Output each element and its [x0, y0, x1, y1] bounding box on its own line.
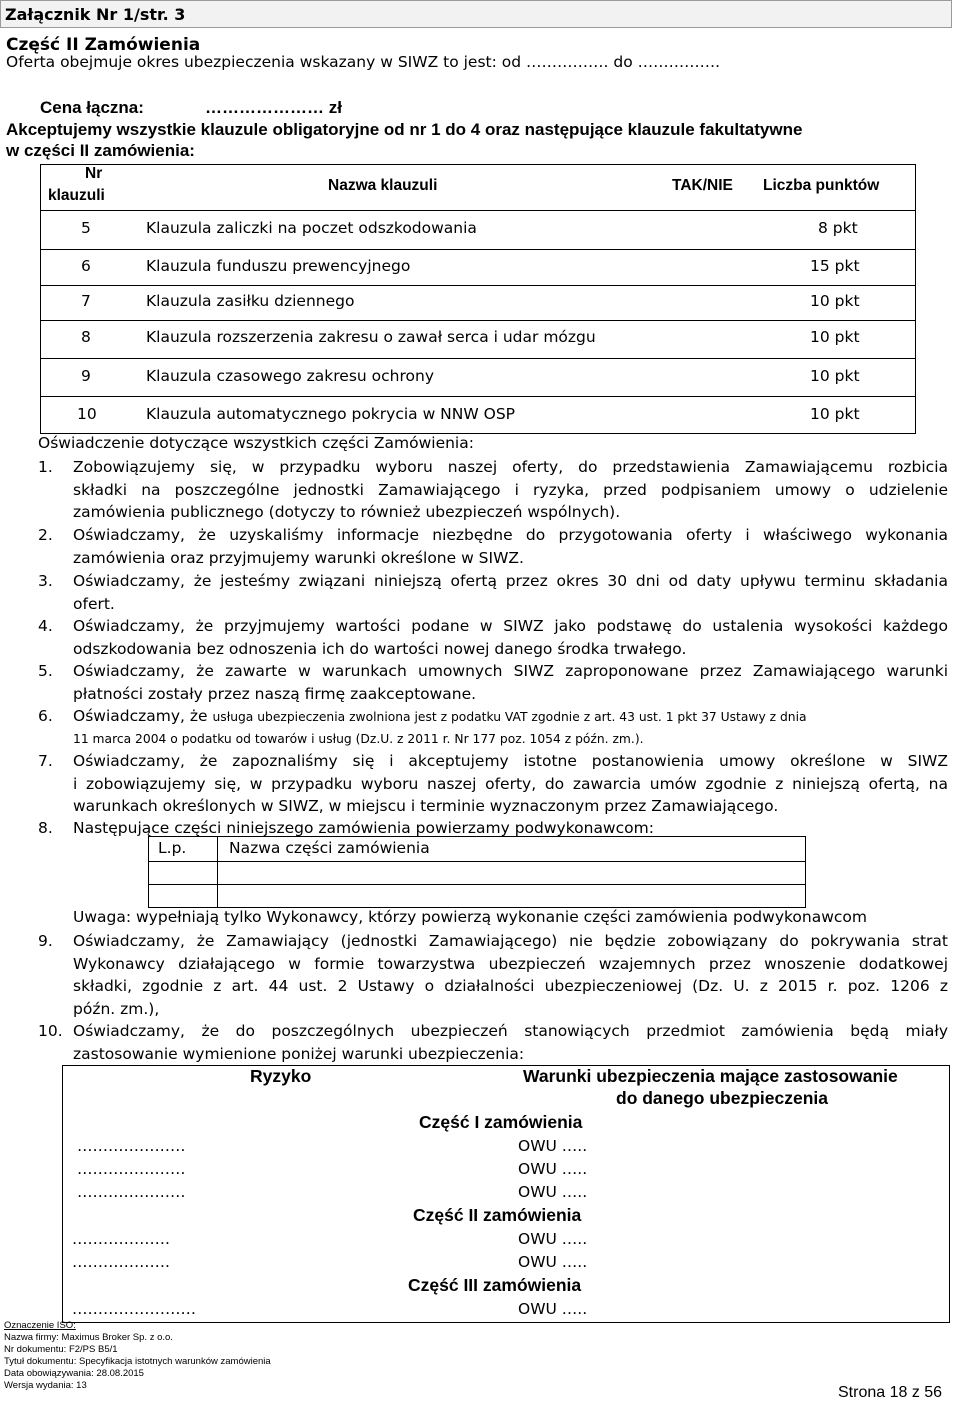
- attachment-title: Załącznik Nr 1/str. 3: [5, 5, 186, 24]
- clause-nr: 10: [77, 405, 97, 423]
- clause-nr: 7: [81, 292, 91, 310]
- item-line: Oświadczamy, że do poszczególnych ubezpieczeń stanowiących przedmiot zamówienia będą miały: [73, 1022, 948, 1040]
- item-line: Oświadczamy, że uzyskaliśmy informacje niezbędne do przygotowania oferty i właściwego wykonania: [73, 526, 948, 544]
- price-value: ………………… zł: [205, 98, 342, 117]
- subcontractor-lp-input[interactable]: [149, 885, 217, 908]
- clause-nr: 8: [81, 328, 91, 346]
- clause-points: 8 pkt: [818, 219, 858, 237]
- risk-cell: ……………….: [72, 1253, 170, 1271]
- table-rule: [41, 320, 915, 321]
- item-number: 8.: [38, 819, 53, 837]
- header-part-name: Nazwa części zamówienia: [229, 839, 430, 857]
- risk-cell: …………………: [77, 1160, 186, 1178]
- risk-cell: …………………: [77, 1137, 186, 1155]
- clause-name: Klauzula czasowego zakresu ochrony: [146, 367, 435, 385]
- item-small-text: 11 marca 2004 o podatku od towarów i usług (Dz.U. z 2011 r. Nr 177 poz. 1054 z późn. zm.).: [73, 731, 644, 746]
- header-clause-name: Nazwa klauzuli: [328, 177, 438, 194]
- attachment-header: [0, 0, 952, 28]
- item-line: Wykonawcy działającego w formie towarzystwa ubezpieczeń wzajemnych przez wnoszenie dodatkowej: [73, 954, 948, 973]
- owu-cell: OWU …..: [518, 1300, 588, 1318]
- statement-item-2: [38, 524, 948, 570]
- item-number: 10.: [38, 1022, 63, 1040]
- item-line: Oświadczamy, że zawarte w warunkach umownych SIWZ zaproponowane przez Zamawiającego warunki: [73, 662, 948, 680]
- statement-item-6: [38, 705, 948, 751]
- statements-title: Oświadczenie dotyczące wszystkich części Zamówienia:: [38, 434, 474, 452]
- item-number: 5.: [38, 662, 53, 680]
- accept-line-2: w części II zamówienia:: [6, 141, 195, 160]
- clause-name: Klauzula zaliczki na poczet odszkodowania: [146, 219, 477, 237]
- page-number: Strona 18 z 56: [838, 1384, 943, 1401]
- item-line: zamówienia oraz przyjmujemy warunki określone w SIWZ.: [73, 548, 524, 567]
- risk-cell: ……………………: [72, 1300, 196, 1318]
- item-line: składki na poszczególne jednostki Zamawiającego i ryzyka, przed podpisaniem umowy o udzielenie: [73, 480, 948, 499]
- subcontractor-table: [148, 836, 806, 908]
- owu-cell: OWU …..: [518, 1137, 588, 1155]
- item-number: 7.: [38, 752, 53, 770]
- table-rule: [41, 210, 915, 211]
- item-line: późn. zm.),: [73, 1000, 160, 1019]
- risk-conditions-table: [62, 1065, 950, 1323]
- statement-item-4: [38, 615, 948, 661]
- item-line: odszkodowania bez odnoszenia ich do wartości nowej danego środka trwałego.: [73, 639, 687, 658]
- item-line: Oświadczamy, że Zamawiający (jednostki Zamawiającego) nie będzie zobowiązany do pokrywania strat: [73, 932, 948, 950]
- item-lead: Oświadczamy, że: [73, 707, 208, 725]
- item-line: Oświadczamy, że jesteśmy związani niniejszą ofertą przez okres 30 dni od daty upływu terminu składania: [73, 572, 948, 590]
- item-line: zamówienia publicznego (dotyczy to również ubezpieczeń wspólnych).: [73, 503, 621, 522]
- clause-points: 10 pkt: [810, 367, 860, 385]
- header-points: Liczba punktów: [763, 177, 880, 194]
- statement-item-5: [38, 660, 948, 706]
- accept-line-1: Akceptujemy wszystkie klauzule obligatoryjne od nr 1 do 4 oraz następujące klauzule fakultatywne: [6, 120, 803, 139]
- item-line: płatności zostały przez naszą firmę zaakceptowane.: [73, 684, 477, 703]
- clause-nr: 6: [81, 257, 91, 275]
- item-line: ofert.: [73, 594, 115, 613]
- clause-points: 10 pkt: [810, 328, 860, 346]
- table-rule: [41, 285, 915, 286]
- clause-nr: 9: [81, 367, 91, 385]
- header-conditions: Warunki ubezpieczenia mające zastosowanie: [523, 1066, 898, 1086]
- item-line: warunkach określonych w SIWZ, w miejscu i terminie wyznaczonym przez Zamawiającego.: [73, 797, 779, 816]
- item-line: zastosowanie wymienione poniżej warunki ubezpieczenia:: [73, 1044, 525, 1063]
- owu-cell: OWU …..: [518, 1160, 588, 1178]
- item-number: 3.: [38, 572, 53, 590]
- item-number: 4.: [38, 617, 53, 635]
- item-line: Następujące części niniejszego zamówienia powierzamy podwykonawcom:: [73, 819, 654, 837]
- subcontractor-name-input[interactable]: [218, 885, 806, 908]
- statement-item-9: [38, 930, 948, 1022]
- header-lp: L.p.: [158, 839, 187, 857]
- header-nr: Nr: [85, 165, 103, 182]
- clause-name: Klauzula funduszu prewencyjnego: [146, 257, 411, 275]
- owu-cell: OWU …..: [518, 1230, 588, 1248]
- risk-cell: ……………….: [72, 1230, 170, 1248]
- statement-item-10: [38, 1020, 948, 1066]
- table-rule: [41, 358, 915, 359]
- clause-points: 15 pkt: [810, 257, 860, 275]
- item-number: 2.: [38, 526, 53, 544]
- offer-period: Oferta obejmuje okres ubezpieczenia wskazany w SIWZ to jest: od ……………. do …………….: [6, 53, 721, 71]
- statement-item-3: [38, 570, 948, 616]
- statement-item-1: [38, 456, 948, 526]
- item-line: [73, 705, 948, 729]
- footer-doc-title: Tytuł dokumentu: Specyfikacja istotnych warunków zamówienia: [4, 1356, 271, 1367]
- item-line: Oświadczamy, że zapoznaliśmy się i akceptujemy istotne postanowienia umowy określone w SIWZ: [73, 752, 948, 770]
- item-number: 6.: [38, 707, 53, 725]
- header-klauzuli: klauzuli: [48, 187, 105, 204]
- part-1-title: Część I zamówienia: [419, 1112, 583, 1132]
- item-number: 9.: [38, 932, 53, 950]
- section-title: Część II Zamówienia: [6, 35, 201, 55]
- price-label: Cena łączna:: [40, 98, 144, 117]
- statement-item-7: [38, 750, 948, 820]
- table-rule: [41, 249, 915, 250]
- footer-valid-date: Data obowiązywania: 28.08.2015: [4, 1368, 144, 1379]
- part-3-title: Część III zamówienia: [408, 1275, 582, 1295]
- clause-nr: 5: [81, 219, 91, 237]
- part-2-title: Część II zamówienia: [413, 1205, 582, 1225]
- clause-name: Klauzula rozszerzenia zakresu o zawał serca i udar mózgu: [146, 328, 596, 346]
- clause-name: Klauzula zasiłku dziennego: [146, 292, 355, 310]
- subcontractor-lp-input[interactable]: [149, 862, 217, 884]
- footer-doc-number: Nr dokumentu: F2/PS B5/1: [4, 1344, 118, 1355]
- footer-company: Nazwa firmy: Maximus Broker Sp. z o.o.: [4, 1332, 173, 1343]
- item-line: i zobowiązujemy się, w przypadku wyboru naszej oferty, do zawarcia umów zgodnie z niniejszą ofertą, na: [73, 774, 948, 793]
- footer-version: Wersja wydania: 13: [4, 1380, 87, 1391]
- footer-iso-label: Oznaczenie ISO:: [4, 1320, 76, 1331]
- header-taknie: TAK/NIE: [672, 177, 733, 194]
- subcontractor-name-input[interactable]: [218, 862, 806, 884]
- header-conditions: do danego ubezpieczenia: [616, 1088, 828, 1108]
- owu-cell: OWU …..: [518, 1253, 588, 1271]
- item-number: 1.: [38, 458, 53, 476]
- item-line: składki, zgodnie z art. 44 ust. 2 Ustawy o działalności ubezpieczeniowej (Dz. U. z 2015 r. poz. 1206 z: [73, 977, 948, 996]
- clause-name: Klauzula automatycznego pokrycia w NNW OSP: [146, 405, 516, 423]
- risk-cell: …………………: [77, 1183, 186, 1201]
- clause-points: 10 pkt: [810, 292, 860, 310]
- subcontractor-note: Uwaga: wypełniają tylko Wykonawcy, którzy powierzą wykonanie części zamówienia podwykonawcom: [73, 908, 867, 926]
- item-line: Zobowiązujemy się, w przypadku wyboru naszej oferty, do przedstawienia Zamawiającemu rozbicia: [73, 458, 948, 476]
- table-rule: [41, 396, 915, 397]
- item-small-text: usługa ubezpieczenia zwolniona jest z podatku VAT zgodnie z art. 43 ust. 1 pkt 37 Ustawy z dnia: [212, 710, 807, 724]
- clauses-table: [40, 164, 916, 434]
- header-risk: Ryzyko: [250, 1066, 312, 1086]
- item-line: Oświadczamy, że przyjmujemy wartości podane w SIWZ jako podstawę do ustalenia wysokości każdego: [73, 617, 948, 635]
- clause-points: 10 pkt: [810, 405, 860, 423]
- owu-cell: OWU …..: [518, 1183, 588, 1201]
